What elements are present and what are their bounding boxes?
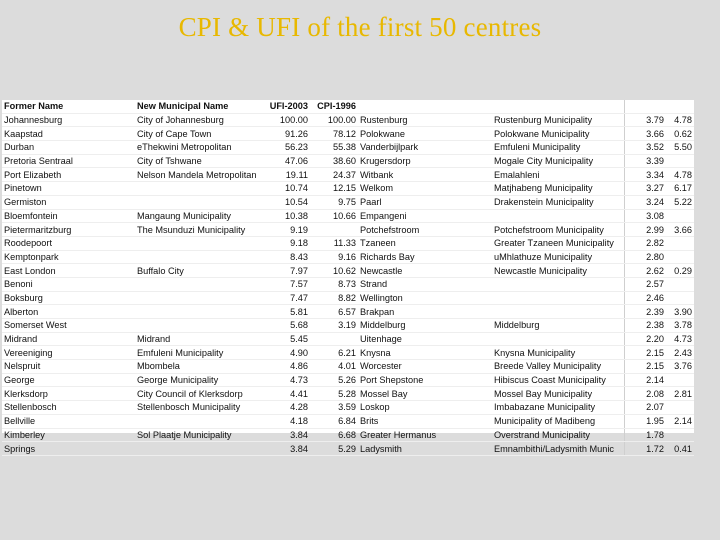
cell-former-name-2: Greater Hermanus	[358, 428, 492, 442]
cell-former-name-2: Potchefstroom	[358, 223, 492, 237]
cell-cpi-1996-2: 2.14	[666, 414, 694, 428]
cell-ufi-2003: 4.18	[265, 414, 310, 428]
cell-ufi-2003: 47.06	[265, 154, 310, 168]
table-row	[2, 195, 694, 209]
cell-ufi-2003: 8.43	[265, 250, 310, 264]
cell-former-name: Kimberley	[2, 428, 135, 442]
cell-ufi-2003: 7.97	[265, 264, 310, 278]
cell-former-name: Klerksdorp	[2, 387, 135, 401]
cell-former-name: Benoni	[2, 277, 135, 291]
cell-former-name-2: Welkom	[358, 182, 492, 196]
table-row	[2, 346, 694, 360]
cell-new-municipal-name-2	[492, 277, 624, 291]
cell-cpi-1996-2	[666, 250, 694, 264]
cell-ufi-2003-2: 2.39	[624, 305, 666, 319]
cell-ufi-2003-2: 3.66	[624, 127, 666, 141]
cell-new-municipal-name-2: Potchefstroom Municipality	[492, 223, 624, 237]
cell-former-name: Kemptonpark	[2, 250, 135, 264]
table-row	[2, 209, 694, 223]
cell-cpi-1996: 24.37	[310, 168, 358, 182]
cell-ufi-2003-2: 2.07	[624, 401, 666, 415]
cell-new-municipal-name	[135, 442, 265, 456]
cell-new-municipal-name-2	[492, 291, 624, 305]
table-row	[2, 236, 694, 250]
cell-ufi-2003-2: 2.46	[624, 291, 666, 305]
cell-new-municipal-name-2	[492, 332, 624, 346]
cell-former-name-2: Empangeni	[358, 209, 492, 223]
cell-new-municipal-name-2: Emfuleni Municipality	[492, 141, 624, 155]
cell-former-name-2: Ladysmith	[358, 442, 492, 456]
header-cpi-1996-2	[666, 100, 694, 113]
cell-ufi-2003: 19.11	[265, 168, 310, 182]
cell-cpi-1996: 100.00	[310, 113, 358, 127]
cell-new-municipal-name-2: Knysna Municipality	[492, 346, 624, 360]
cell-new-municipal-name	[135, 319, 265, 333]
cell-new-municipal-name	[135, 182, 265, 196]
cell-ufi-2003-2: 2.15	[624, 346, 666, 360]
cell-former-name-2: Port Shepstone	[358, 373, 492, 387]
cell-cpi-1996: 8.82	[310, 291, 358, 305]
cell-new-municipal-name-2: Drakenstein Municipality	[492, 195, 624, 209]
cell-new-municipal-name-2: Imbabazane Municipality	[492, 401, 624, 415]
cell-new-municipal-name: City of Cape Town	[135, 127, 265, 141]
table-row	[2, 168, 694, 182]
cell-ufi-2003: 9.19	[265, 223, 310, 237]
cell-new-municipal-name-2: Polokwane Municipality	[492, 127, 624, 141]
cell-new-municipal-name-2: Rustenburg Municipality	[492, 113, 624, 127]
cell-cpi-1996: 4.01	[310, 360, 358, 374]
cell-ufi-2003-2: 3.34	[624, 168, 666, 182]
cell-former-name: Pinetown	[2, 182, 135, 196]
cell-cpi-1996-2: 3.90	[666, 305, 694, 319]
header-ufi-2003-2	[624, 100, 666, 113]
cell-cpi-1996-2	[666, 291, 694, 305]
cell-new-municipal-name	[135, 277, 265, 291]
header-new-municipal-name: New Municipal Name	[135, 100, 265, 113]
cell-ufi-2003: 4.86	[265, 360, 310, 374]
cell-new-municipal-name-2: Middelburg	[492, 319, 624, 333]
cell-ufi-2003: 3.84	[265, 428, 310, 442]
header-former-name-2	[358, 100, 492, 113]
cell-ufi-2003-2: 2.38	[624, 319, 666, 333]
table-row	[2, 277, 694, 291]
cell-ufi-2003-2: 1.72	[624, 442, 666, 456]
table-row	[2, 373, 694, 387]
cell-former-name-2: Newcastle	[358, 264, 492, 278]
cell-former-name: Durban	[2, 141, 135, 155]
cell-former-name-2: Richards Bay	[358, 250, 492, 264]
table-row	[2, 332, 694, 346]
cell-former-name-2: Rustenburg	[358, 113, 492, 127]
cell-former-name-2: Polokwane	[358, 127, 492, 141]
cell-new-municipal-name: eThekwini Metropolitan	[135, 141, 265, 155]
table-row	[2, 387, 694, 401]
cell-former-name: Bloemfontein	[2, 209, 135, 223]
cell-former-name-2: Krugersdorp	[358, 154, 492, 168]
cell-ufi-2003: 4.73	[265, 373, 310, 387]
cell-new-municipal-name	[135, 236, 265, 250]
cell-cpi-1996: 3.19	[310, 319, 358, 333]
cell-new-municipal-name	[135, 250, 265, 264]
cell-ufi-2003: 10.38	[265, 209, 310, 223]
cell-new-municipal-name: Sol Plaatje Municipality	[135, 428, 265, 442]
cell-cpi-1996: 12.15	[310, 182, 358, 196]
cell-ufi-2003-2: 2.15	[624, 360, 666, 374]
cell-former-name: Stellenbosch	[2, 401, 135, 415]
cell-new-municipal-name-2	[492, 209, 624, 223]
cell-ufi-2003-2: 1.78	[624, 428, 666, 442]
cell-cpi-1996-2: 3.66	[666, 223, 694, 237]
cell-ufi-2003-2: 2.80	[624, 250, 666, 264]
table-row	[2, 127, 694, 141]
cell-cpi-1996: 3.59	[310, 401, 358, 415]
cell-former-name: Boksburg	[2, 291, 135, 305]
cell-ufi-2003-2: 2.99	[624, 223, 666, 237]
cell-ufi-2003: 10.54	[265, 195, 310, 209]
cell-ufi-2003-2: 2.20	[624, 332, 666, 346]
table-row	[2, 305, 694, 319]
cell-cpi-1996-2	[666, 428, 694, 442]
cell-new-municipal-name	[135, 414, 265, 428]
cell-cpi-1996: 6.57	[310, 305, 358, 319]
cell-former-name-2: Brits	[358, 414, 492, 428]
table-row	[2, 428, 694, 442]
table-row	[2, 414, 694, 428]
cell-ufi-2003-2: 2.62	[624, 264, 666, 278]
cell-ufi-2003-2: 3.79	[624, 113, 666, 127]
cell-cpi-1996-2: 3.78	[666, 319, 694, 333]
data-table-container	[2, 100, 694, 454]
cell-former-name-2: Middelburg	[358, 319, 492, 333]
cell-former-name: Pietermaritzburg	[2, 223, 135, 237]
table-row	[2, 401, 694, 415]
cell-ufi-2003: 4.41	[265, 387, 310, 401]
table-row	[2, 154, 694, 168]
table-row	[2, 141, 694, 155]
table-row	[2, 250, 694, 264]
cell-former-name: Nelspruit	[2, 360, 135, 374]
cell-cpi-1996: 5.28	[310, 387, 358, 401]
cell-new-municipal-name-2: Greater Tzaneen Municipality	[492, 236, 624, 250]
cell-former-name: Bellville	[2, 414, 135, 428]
table-header-row	[2, 100, 694, 113]
cell-new-municipal-name-2: Newcastle Municipality	[492, 264, 624, 278]
table-row	[2, 264, 694, 278]
cell-new-municipal-name: Mbombela	[135, 360, 265, 374]
cell-new-municipal-name: Emfuleni Municipality	[135, 346, 265, 360]
cell-cpi-1996: 10.66	[310, 209, 358, 223]
cell-ufi-2003-2: 3.52	[624, 141, 666, 155]
cell-former-name: Alberton	[2, 305, 135, 319]
cell-former-name: Germiston	[2, 195, 135, 209]
cell-new-municipal-name: Stellenbosch Municipality	[135, 401, 265, 415]
cell-former-name: Vereeniging	[2, 346, 135, 360]
cell-cpi-1996	[310, 332, 358, 346]
cell-cpi-1996: 6.21	[310, 346, 358, 360]
cell-cpi-1996-2: 2.81	[666, 387, 694, 401]
cell-former-name-2: Witbank	[358, 168, 492, 182]
cell-ufi-2003: 56.23	[265, 141, 310, 155]
cell-new-municipal-name: George Municipality	[135, 373, 265, 387]
cell-cpi-1996-2: 4.73	[666, 332, 694, 346]
cell-ufi-2003: 4.90	[265, 346, 310, 360]
cell-cpi-1996-2	[666, 154, 694, 168]
header-former-name: Former Name	[2, 100, 135, 113]
cell-former-name-2: Vanderbijlpark	[358, 141, 492, 155]
table-row	[2, 319, 694, 333]
cell-ufi-2003-2: 2.57	[624, 277, 666, 291]
header-ufi-2003: UFI-2003	[265, 100, 310, 113]
cell-ufi-2003: 3.84	[265, 442, 310, 456]
cell-ufi-2003: 5.45	[265, 332, 310, 346]
cell-cpi-1996-2: 0.41	[666, 442, 694, 456]
table-row	[2, 442, 694, 456]
cell-new-municipal-name-2: Mossel Bay Municipality	[492, 387, 624, 401]
cell-ufi-2003: 91.26	[265, 127, 310, 141]
cell-new-municipal-name: Buffalo City	[135, 264, 265, 278]
cell-former-name-2: Mossel Bay	[358, 387, 492, 401]
cell-cpi-1996-2: 3.76	[666, 360, 694, 374]
cell-new-municipal-name-2: Overstrand Municipality	[492, 428, 624, 442]
cell-cpi-1996-2	[666, 236, 694, 250]
cell-cpi-1996-2: 5.50	[666, 141, 694, 155]
table-row	[2, 291, 694, 305]
cell-ufi-2003: 5.68	[265, 319, 310, 333]
cell-cpi-1996	[310, 223, 358, 237]
cell-ufi-2003: 4.28	[265, 401, 310, 415]
cell-new-municipal-name-2: Breede Valley Municipality	[492, 360, 624, 374]
cell-ufi-2003: 5.81	[265, 305, 310, 319]
cell-former-name: Kaapstad	[2, 127, 135, 141]
cell-new-municipal-name: Nelson Mandela Metropolitan	[135, 168, 265, 182]
cell-former-name: Springs	[2, 442, 135, 456]
cell-cpi-1996: 38.60	[310, 154, 358, 168]
cell-former-name-2: Tzaneen	[358, 236, 492, 250]
table-row	[2, 113, 694, 127]
cell-new-municipal-name	[135, 291, 265, 305]
cell-cpi-1996: 9.16	[310, 250, 358, 264]
cell-cpi-1996: 78.12	[310, 127, 358, 141]
cell-cpi-1996-2: 5.22	[666, 195, 694, 209]
cell-ufi-2003-2: 3.27	[624, 182, 666, 196]
cell-new-municipal-name	[135, 195, 265, 209]
cell-ufi-2003: 7.57	[265, 277, 310, 291]
cell-former-name: Johannesburg	[2, 113, 135, 127]
cell-ufi-2003: 9.18	[265, 236, 310, 250]
cell-cpi-1996-2: 4.78	[666, 168, 694, 182]
cell-new-municipal-name: Midrand	[135, 332, 265, 346]
cell-cpi-1996: 9.75	[310, 195, 358, 209]
cell-new-municipal-name-2: Hibiscus Coast Municipality	[492, 373, 624, 387]
cell-ufi-2003-2: 3.08	[624, 209, 666, 223]
cell-new-municipal-name-2: Municipality of Madibeng	[492, 414, 624, 428]
cell-former-name-2: Wellington	[358, 291, 492, 305]
cell-new-municipal-name-2: Matjhabeng Municipality	[492, 182, 624, 196]
cell-cpi-1996-2	[666, 401, 694, 415]
slide-title: CPI & UFI of the first 50 centres	[178, 12, 542, 42]
cell-new-municipal-name-2: Emnambithi/Ladysmith Munic	[492, 442, 624, 456]
cell-former-name: Somerset West	[2, 319, 135, 333]
cell-former-name: Roodepoort	[2, 236, 135, 250]
cell-former-name: Port Elizabeth	[2, 168, 135, 182]
cell-ufi-2003-2: 1.95	[624, 414, 666, 428]
cell-ufi-2003-2: 3.39	[624, 154, 666, 168]
cell-new-municipal-name: Mangaung Municipality	[135, 209, 265, 223]
cell-ufi-2003: 7.47	[265, 291, 310, 305]
cell-cpi-1996-2	[666, 373, 694, 387]
cell-cpi-1996: 6.84	[310, 414, 358, 428]
table-row	[2, 223, 694, 237]
cell-new-municipal-name: City of Johannesburg	[135, 113, 265, 127]
cell-former-name: Pretoria Sentraal	[2, 154, 135, 168]
cell-ufi-2003: 100.00	[265, 113, 310, 127]
cell-ufi-2003-2: 2.82	[624, 236, 666, 250]
header-cpi-1996: CPI-1996	[310, 100, 358, 113]
cpi-ufi-table	[2, 100, 694, 456]
cell-new-municipal-name	[135, 305, 265, 319]
cell-cpi-1996: 6.68	[310, 428, 358, 442]
cell-cpi-1996-2	[666, 277, 694, 291]
cell-cpi-1996-2: 0.62	[666, 127, 694, 141]
cell-cpi-1996: 10.62	[310, 264, 358, 278]
table-row	[2, 182, 694, 196]
cell-former-name: George	[2, 373, 135, 387]
cell-cpi-1996-2	[666, 209, 694, 223]
cell-ufi-2003-2: 2.14	[624, 373, 666, 387]
cell-cpi-1996: 5.26	[310, 373, 358, 387]
cell-former-name-2: Loskop	[358, 401, 492, 415]
cell-cpi-1996-2: 2.43	[666, 346, 694, 360]
table-row	[2, 360, 694, 374]
cell-new-municipal-name-2: Mogale City Municipality	[492, 154, 624, 168]
cell-new-municipal-name: The Msunduzi Municipality	[135, 223, 265, 237]
cell-former-name-2: Strand	[358, 277, 492, 291]
cell-cpi-1996: 8.73	[310, 277, 358, 291]
cell-cpi-1996-2: 0.29	[666, 264, 694, 278]
cell-former-name-2: Paarl	[358, 195, 492, 209]
cell-cpi-1996: 55.38	[310, 141, 358, 155]
cell-cpi-1996-2: 4.78	[666, 113, 694, 127]
header-new-municipal-name-2	[492, 100, 624, 113]
cell-new-municipal-name-2: Emalahleni	[492, 168, 624, 182]
cell-new-municipal-name-2: uMhlathuze Municipality	[492, 250, 624, 264]
table-body	[2, 113, 694, 455]
cell-former-name-2: Knysna	[358, 346, 492, 360]
cell-new-municipal-name: City of Tshwane	[135, 154, 265, 168]
cell-former-name: East London	[2, 264, 135, 278]
cell-new-municipal-name-2	[492, 305, 624, 319]
cell-ufi-2003-2: 2.08	[624, 387, 666, 401]
cell-former-name-2: Uitenhage	[358, 332, 492, 346]
cell-former-name-2: Brakpan	[358, 305, 492, 319]
cell-former-name-2: Worcester	[358, 360, 492, 374]
cell-cpi-1996: 11.33	[310, 236, 358, 250]
cell-ufi-2003-2: 3.24	[624, 195, 666, 209]
cell-new-municipal-name: City Council of Klerksdorp	[135, 387, 265, 401]
cell-former-name: Midrand	[2, 332, 135, 346]
cell-ufi-2003: 10.74	[265, 182, 310, 196]
cell-cpi-1996: 5.29	[310, 442, 358, 456]
cell-cpi-1996-2: 6.17	[666, 182, 694, 196]
